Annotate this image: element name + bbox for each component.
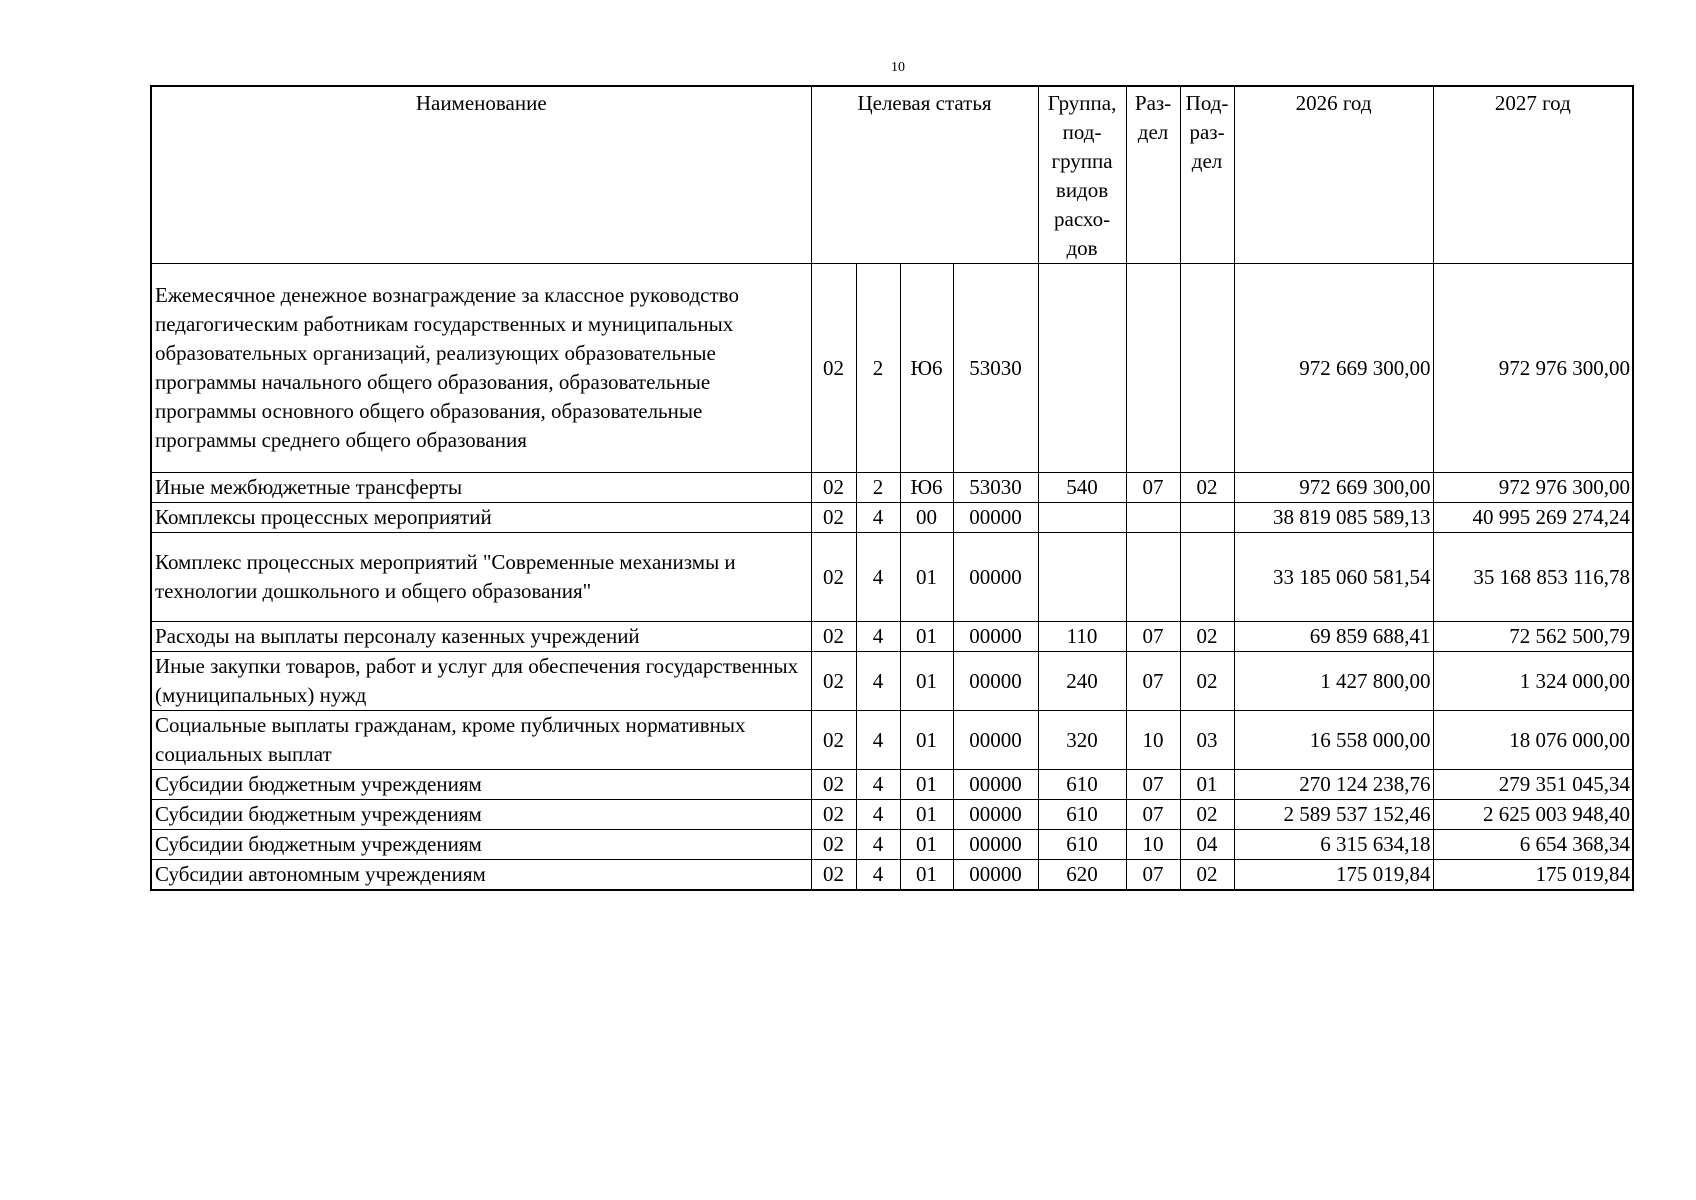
header-2027: 2027 год (1433, 86, 1633, 264)
subsection-code: 01 (1180, 770, 1234, 800)
target-code-project: Ю6 (900, 264, 953, 473)
row-name: Комплекс процессных мероприятий "Современные механизмы и технологии дошкольного и общего образования" (151, 533, 811, 622)
table-row (151, 711, 1633, 770)
header-2026: 2026 год (1234, 86, 1433, 264)
row-name: Субсидии бюджетным учреждениям (151, 800, 811, 830)
expense-group: 320 (1038, 711, 1126, 770)
row-name: Комплексы процессных мероприятий (151, 503, 811, 533)
target-code-type: 2 (856, 473, 900, 503)
target-code-project: 01 (900, 830, 953, 860)
header-subsection: Под-раз-дел (1180, 86, 1234, 264)
subsection-code: 04 (1180, 830, 1234, 860)
header-section: Раз-дел (1126, 86, 1180, 264)
target-code-direction: 00000 (953, 860, 1038, 891)
table-row (151, 800, 1633, 830)
amount-2026: 2 589 537 152,46 (1234, 800, 1433, 830)
row-name: Субсидии бюджетным учреждениям (151, 830, 811, 860)
target-code-type: 2 (856, 264, 900, 473)
target-code-program: 02 (811, 830, 856, 860)
target-code-program: 02 (811, 533, 856, 622)
amount-2026: 16 558 000,00 (1234, 711, 1433, 770)
target-code-project: 01 (900, 711, 953, 770)
target-code-type: 4 (856, 860, 900, 891)
amount-2026: 33 185 060 581,54 (1234, 533, 1433, 622)
subsection-code: 03 (1180, 711, 1234, 770)
target-code-direction: 00000 (953, 800, 1038, 830)
table-row (151, 264, 1633, 473)
amount-2026: 972 669 300,00 (1234, 264, 1433, 473)
subsection-code: 02 (1180, 860, 1234, 891)
amount-2026: 1 427 800,00 (1234, 652, 1433, 711)
row-name: Расходы на выплаты персоналу казенных учреждений (151, 622, 811, 652)
amount-2027: 40 995 269 274,24 (1433, 503, 1633, 533)
section-code: 07 (1126, 473, 1180, 503)
table-row (151, 622, 1633, 652)
amount-2027: 18 076 000,00 (1433, 711, 1633, 770)
expense-group: 620 (1038, 860, 1126, 891)
table-row (151, 652, 1633, 711)
expense-group: 540 (1038, 473, 1126, 503)
expense-group: 610 (1038, 800, 1126, 830)
table-row (151, 770, 1633, 800)
target-code-type: 4 (856, 622, 900, 652)
target-code-type: 4 (856, 652, 900, 711)
target-code-type: 4 (856, 800, 900, 830)
page-number: 10 (891, 60, 905, 75)
target-code-program: 02 (811, 711, 856, 770)
expense-group (1038, 533, 1126, 622)
section-code (1126, 533, 1180, 622)
table-row (151, 860, 1633, 891)
target-code-type: 4 (856, 503, 900, 533)
target-code-program: 02 (811, 800, 856, 830)
target-code-direction: 00000 (953, 622, 1038, 652)
expense-group (1038, 503, 1126, 533)
target-code-project: 01 (900, 860, 953, 891)
section-code: 07 (1126, 770, 1180, 800)
target-code-direction: 53030 (953, 264, 1038, 473)
target-code-type: 4 (856, 830, 900, 860)
section-code: 07 (1126, 652, 1180, 711)
subsection-code: 02 (1180, 652, 1234, 711)
table-row (151, 473, 1633, 503)
subsection-code (1180, 503, 1234, 533)
subsection-code: 02 (1180, 622, 1234, 652)
expense-group: 110 (1038, 622, 1126, 652)
target-code-program: 02 (811, 860, 856, 891)
expense-group: 610 (1038, 830, 1126, 860)
amount-2026: 972 669 300,00 (1234, 473, 1433, 503)
target-code-direction: 00000 (953, 652, 1038, 711)
row-name: Субсидии автономным учреждениям (151, 860, 811, 891)
row-name: Иные межбюджетные трансферты (151, 473, 811, 503)
target-code-program: 02 (811, 652, 856, 711)
amount-2027: 6 654 368,34 (1433, 830, 1633, 860)
section-code: 10 (1126, 711, 1180, 770)
header-group: Группа, под-группа видов расхо-дов (1038, 86, 1126, 264)
target-code-direction: 00000 (953, 503, 1038, 533)
target-code-project: 01 (900, 800, 953, 830)
section-code (1126, 264, 1180, 473)
target-code-project: Ю6 (900, 473, 953, 503)
target-code-program: 02 (811, 622, 856, 652)
row-name: Иные закупки товаров, работ и услуг для обеспечения государственных (муниципальных) нужд (151, 652, 811, 711)
table-row (151, 503, 1633, 533)
target-code-direction: 00000 (953, 770, 1038, 800)
target-code-type: 4 (856, 711, 900, 770)
subsection-code: 02 (1180, 473, 1234, 503)
subsection-code (1180, 533, 1234, 622)
row-name: Субсидии бюджетным учреждениям (151, 770, 811, 800)
section-code: 07 (1126, 860, 1180, 891)
row-name: Социальные выплаты гражданам, кроме публичных нормативных социальных выплат (151, 711, 811, 770)
target-code-program: 02 (811, 503, 856, 533)
header-target-article: Целевая статья (811, 86, 1038, 264)
target-code-program: 02 (811, 770, 856, 800)
section-code (1126, 503, 1180, 533)
target-code-project: 00 (900, 503, 953, 533)
amount-2027: 279 351 045,34 (1433, 770, 1633, 800)
budget-table (150, 85, 1634, 891)
target-code-type: 4 (856, 770, 900, 800)
target-code-direction: 00000 (953, 711, 1038, 770)
amount-2026: 38 819 085 589,13 (1234, 503, 1433, 533)
target-code-type: 4 (856, 533, 900, 622)
expense-group (1038, 264, 1126, 473)
header-name: Наименование (151, 86, 811, 264)
target-code-direction: 00000 (953, 830, 1038, 860)
amount-2027: 972 976 300,00 (1433, 264, 1633, 473)
table-row (151, 533, 1633, 622)
target-code-project: 01 (900, 652, 953, 711)
amount-2027: 2 625 003 948,40 (1433, 800, 1633, 830)
amount-2027: 972 976 300,00 (1433, 473, 1633, 503)
section-code: 07 (1126, 622, 1180, 652)
amount-2027: 35 168 853 116,78 (1433, 533, 1633, 622)
target-code-program: 02 (811, 264, 856, 473)
expense-group: 240 (1038, 652, 1126, 711)
target-code-project: 01 (900, 533, 953, 622)
section-code: 10 (1126, 830, 1180, 860)
target-code-project: 01 (900, 622, 953, 652)
amount-2027: 1 324 000,00 (1433, 652, 1633, 711)
target-code-project: 01 (900, 770, 953, 800)
expense-group: 610 (1038, 770, 1126, 800)
amount-2027: 72 562 500,79 (1433, 622, 1633, 652)
target-code-direction: 53030 (953, 473, 1038, 503)
subsection-code: 02 (1180, 800, 1234, 830)
target-code-program: 02 (811, 473, 856, 503)
target-code-direction: 00000 (953, 533, 1038, 622)
amount-2026: 270 124 238,76 (1234, 770, 1433, 800)
amount-2026: 69 859 688,41 (1234, 622, 1433, 652)
amount-2026: 6 315 634,18 (1234, 830, 1433, 860)
header-row (151, 86, 1633, 264)
subsection-code (1180, 264, 1234, 473)
amount-2026: 175 019,84 (1234, 860, 1433, 891)
table-row (151, 830, 1633, 860)
row-name: Ежемесячное денежное вознаграждение за классное руководство педагогическим работникам государственных и муниципальных образовательных организаций, реализующих образовательные программы начального общего образования, образовательные программы основного общего образования, образовательные программы среднего общего образования (151, 264, 811, 473)
amount-2027: 175 019,84 (1433, 860, 1633, 891)
section-code: 07 (1126, 800, 1180, 830)
